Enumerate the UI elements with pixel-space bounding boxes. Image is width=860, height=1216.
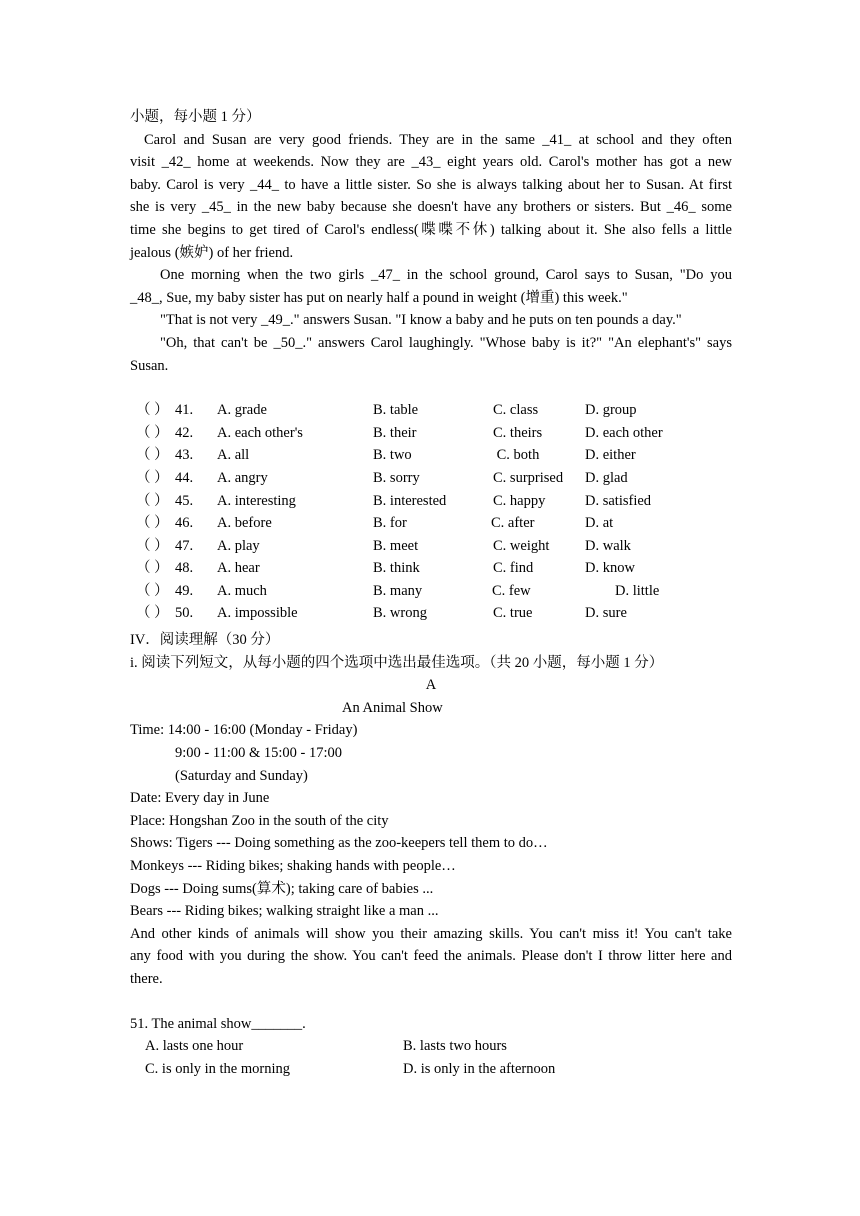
option-b: B. two — [373, 447, 412, 464]
option-c: C. find — [493, 560, 534, 577]
section-instruction: i. 阅读下列短文，从每小题的四个选项中选出最佳选项。（共 20 小题，每小题 1 分） — [130, 654, 664, 671]
answer-blank[interactable]: （ ） — [136, 447, 169, 464]
option-a: A. before — [217, 515, 272, 532]
option-d: D. satisfied — [585, 492, 652, 509]
passage-line: Bears --- Riding bikes; walking straight like a man ... — [130, 903, 439, 920]
question-number: 47. — [175, 537, 194, 554]
answer-blank[interactable]: （ ） — [136, 537, 169, 554]
option-c: C. true — [493, 605, 533, 622]
cloze-line: visit _42_ home at weekends. Now they are _43_ eight years old. Carol's mother has got a new — [130, 154, 732, 171]
option-row-47 — [130, 535, 732, 558]
cloze-line: "That is not very _49_." answers Susan. "I know a baby and he puts on ten pounds a day." — [160, 312, 682, 329]
option-row-45 — [130, 490, 732, 513]
option-b: B. their — [373, 424, 417, 441]
question-stem: 51. The animal show_______. — [130, 1015, 306, 1032]
option-d: D. know — [585, 560, 635, 577]
question-51 — [130, 1013, 732, 1082]
document-page — [130, 106, 732, 1081]
question-number: 44. — [175, 469, 194, 486]
answer-blank[interactable]: （ ） — [136, 492, 169, 509]
option-d: D. is only in the afternoon — [403, 1061, 556, 1078]
option-b: B. sorry — [373, 469, 420, 486]
passage-letter: A — [425, 677, 437, 694]
option-b: B. meet — [373, 537, 419, 554]
option-a: A. angry — [217, 469, 268, 486]
question-options-row — [130, 1058, 732, 1081]
answer-blank[interactable]: （ ） — [136, 560, 169, 577]
option-d: D. each other — [585, 424, 663, 441]
option-d: D. either — [585, 447, 636, 464]
cloze-options — [130, 399, 732, 625]
passage-title: An Animal Show — [342, 699, 443, 716]
option-a: A. impossible — [217, 605, 298, 622]
answer-blank[interactable]: （ ） — [136, 582, 169, 599]
question-number: 41. — [175, 402, 194, 419]
passage-body — [130, 719, 732, 990]
answer-blank[interactable]: （ ） — [136, 424, 169, 441]
option-c: C. few — [492, 582, 531, 599]
passage-line: (Saturday and Sunday) — [175, 767, 308, 784]
passage-line: Shows: Tigers --- Doing something as the zoo-keepers tell them to do… — [130, 835, 548, 852]
passage-line: Place: Hongshan Zoo in the south of the city — [130, 812, 389, 829]
option-b: B. for — [373, 515, 407, 532]
option-b: B. wrong — [373, 605, 427, 622]
section-heading: IV．阅读理解（30 分） — [130, 632, 280, 649]
answer-blank[interactable]: （ ） — [136, 402, 169, 419]
intro-tail: 小题，每小题 1 分） — [130, 109, 261, 125]
option-row-48 — [130, 557, 732, 580]
passage-line: any food with you during the show. You can't feed the animals. Please don't I throw litter here and — [130, 948, 732, 965]
passage-line: there. — [130, 970, 163, 987]
option-d: D. at — [585, 515, 614, 532]
cloze-line: baby. Carol is very _44_ to have a little sister. So she is always talking about her to Susan. At first — [130, 176, 732, 193]
cloze-line: time she begins to get tired of Carol's endless(喋喋不休) talking about it. She also fells a little — [130, 221, 732, 238]
option-row-46 — [130, 512, 732, 535]
option-d: D. group — [585, 402, 637, 419]
question-number: 42. — [175, 424, 194, 441]
option-c: C. class — [493, 402, 539, 419]
option-row-49 — [130, 580, 732, 603]
option-row-42 — [130, 422, 732, 445]
passage-line: Dogs --- Doing sums(算术); taking care of babies ... — [130, 880, 434, 897]
option-c: C. happy — [493, 492, 546, 509]
question-number: 49. — [175, 582, 194, 599]
answer-blank[interactable]: （ ） — [136, 515, 169, 532]
option-c: C. both — [493, 447, 540, 464]
option-b: B. interested — [373, 492, 447, 509]
option-c: C. surprised — [493, 469, 564, 486]
option-c: C. theirs — [493, 424, 543, 441]
cloze-line: Susan. — [130, 357, 169, 374]
option-row-50 — [130, 602, 732, 625]
option-b: B. table — [373, 402, 419, 419]
question-number: 50. — [175, 605, 194, 622]
cloze-line: _48_, Sue, my baby sister has put on nearly half a pound in weight (增重) this week." — [130, 289, 628, 306]
option-a: A. interesting — [217, 492, 296, 509]
passage-line: Monkeys --- Riding bikes; shaking hands with people… — [130, 858, 456, 874]
question-number: 45. — [175, 492, 194, 509]
question-options-row — [130, 1035, 732, 1058]
option-d: D. little — [615, 582, 660, 599]
option-row-41 — [130, 399, 732, 422]
passage-line: Date: Every day in June — [130, 790, 270, 807]
option-c: C. weight — [493, 537, 550, 554]
question-number: 46. — [175, 515, 194, 532]
cloze-passage — [130, 129, 732, 378]
option-c: C. is only in the morning — [145, 1061, 290, 1078]
option-a: A. hear — [217, 560, 260, 577]
cloze-line: she is very _45_ in the new baby because she doesn't have any brothers or sisters. But _46_ some — [130, 199, 732, 216]
option-d: D. walk — [585, 537, 631, 554]
cloze-line: jealous (嫉妒) of her friend. — [130, 244, 294, 261]
option-row-43 — [130, 444, 732, 467]
cloze-line: Carol and Susan are very good friends. They are in the same _41_ at school and they often — [144, 131, 732, 148]
option-b: B. many — [373, 582, 423, 599]
answer-blank[interactable]: （ ） — [136, 469, 169, 486]
cloze-line: "Oh, that can't be _50_." answers Carol laughingly. "Whose baby is it?" "An elephant's" says — [160, 334, 732, 351]
option-a: A. lasts one hour — [145, 1038, 244, 1055]
option-a: A. grade — [217, 402, 267, 419]
option-d: D. glad — [585, 469, 628, 486]
option-c: C. after — [491, 515, 535, 532]
passage-line: Time: 14:00 - 16:00 (Monday - Friday) — [130, 722, 358, 739]
option-a: A. each other's — [217, 424, 303, 441]
question-number: 43. — [175, 447, 194, 464]
answer-blank[interactable]: （ ） — [136, 605, 169, 622]
question-number: 48. — [175, 560, 194, 577]
option-b: B. think — [373, 560, 420, 577]
passage-line: 9:00 - 11:00 & 15:00 - 17:00 — [175, 745, 343, 762]
option-a: A. much — [217, 582, 267, 599]
option-a: A. all — [217, 447, 250, 464]
option-b: B. lasts two hours — [403, 1038, 507, 1055]
option-d: D. sure — [585, 605, 627, 622]
option-row-44 — [130, 467, 732, 490]
passage-line: And other kinds of animals will show you their amazing skills. You can't miss it! You can't take — [130, 925, 732, 942]
option-a: A. play — [217, 537, 260, 554]
cloze-line: One morning when the two girls _47_ in the school ground, Carol says to Susan, "Do you — [160, 267, 732, 284]
